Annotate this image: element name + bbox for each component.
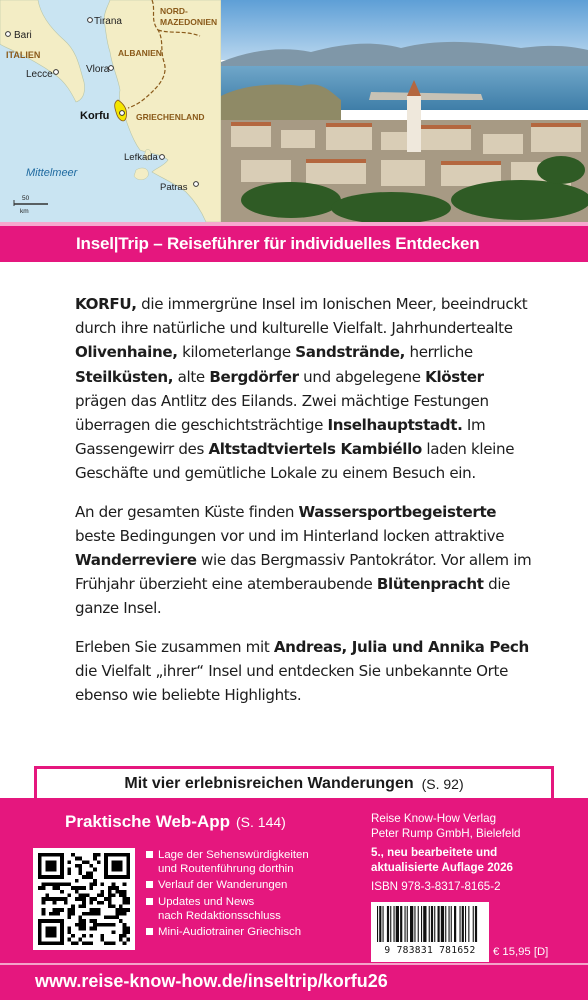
- highlight-term: KORFU,: [75, 295, 137, 313]
- barcode-digits: 9 783831 781652: [384, 945, 476, 956]
- series-tagline: – Reiseführer für individuelles Entdecken: [153, 234, 480, 253]
- series-banner: [0, 222, 588, 262]
- photo-graphic: [221, 0, 588, 222]
- highlight-term: Inselhauptstadt.: [327, 416, 463, 435]
- highlight-term: Altstadtviertels Kambiéllo: [208, 440, 422, 459]
- feature-item: [146, 925, 309, 939]
- highlight-term: Olivenhaine,: [75, 343, 178, 362]
- website-url[interactable]: www.reise-know-how.de/inseltrip/korfu26: [0, 963, 588, 1000]
- highlight-term: Steilküsten,: [75, 367, 174, 386]
- map-label-albanien: ALBANIEN: [118, 48, 162, 58]
- body-text: An der gesamten Küste finden: [75, 502, 299, 521]
- feature-text: Mini-Audiotrainer Griechisch: [158, 926, 302, 939]
- map-label-italien: ITALIEN: [6, 50, 41, 60]
- webapp-title: Praktische Web-App: [65, 812, 231, 831]
- map-label-patras: Patras: [160, 182, 188, 193]
- map-label-tirana: Tirana: [94, 16, 122, 27]
- hikes-page-ref: (S. 92): [421, 775, 464, 792]
- feature-text: nach Redaktionsschluss: [158, 909, 281, 922]
- description-paragraph-1: [75, 292, 537, 486]
- isbn: ISBN 978-3-8317-8165-2: [371, 880, 501, 893]
- highlight-term: Wassersportbegeisterte: [298, 502, 497, 521]
- map-label-nordmazedonien-2: MAZEDONIEN: [160, 17, 218, 27]
- body-text: und abgelegene: [298, 367, 426, 386]
- body-text: die Vielfalt „ihrer“ Insel und entdecken Sie unbekannte Orte ebenso wie beliebte Highlights.: [75, 661, 509, 705]
- body-text: die ganze Insel.: [75, 575, 511, 618]
- map-label-griechenland: GRIECHENLAND: [136, 112, 205, 122]
- edition-line-1: 5., neu bearbeitete und: [371, 846, 498, 859]
- map-label-vlora: Vlora: [86, 64, 110, 75]
- edition-line-2: aktualisierte Auflage 2026: [371, 860, 513, 874]
- publisher-info: [371, 812, 521, 841]
- webapp-feature-list: [146, 848, 309, 941]
- book-description: [75, 292, 537, 721]
- feature-item: [146, 848, 309, 876]
- highlight-term: Sandstrände,: [295, 343, 406, 362]
- feature-item: [146, 895, 309, 923]
- body-text: alte: [173, 367, 210, 386]
- publisher-line-1: Reise Know-How Verlag: [371, 812, 497, 825]
- body-text: die immergrüne Insel im Ionischen Meer, beeindruckt durch ihre natürliche und kulturelle Vielfalt. Jahrhundertealte: [75, 295, 528, 338]
- feature-text: Verlauf der Wanderungen: [158, 879, 288, 892]
- webapp-page-ref: (S. 144): [236, 814, 286, 830]
- price: € 15,95 [D]: [493, 946, 549, 958]
- webapp-heading: [65, 812, 286, 832]
- barcode-graphic: [371, 902, 489, 944]
- highlight-term: Klöster: [425, 367, 484, 386]
- map-label-mittelmeer: Mittelmeer: [26, 167, 78, 179]
- body-text: Erleben Sie zusammen mit: [75, 637, 274, 656]
- qr-code-graphic: [38, 853, 130, 945]
- edition-info: [371, 846, 513, 875]
- map-graphic: [0, 0, 221, 222]
- body-text: prägen das Antlitz des Eilands. Zwei mächtige Festungen überragen die geschichtsträchtige: [75, 391, 489, 435]
- location-map: [0, 0, 221, 222]
- body-text: wie das Bergmassiv Pantokrátor. Vor allem im Frühjahr überzieht eine atemberaubende: [75, 551, 532, 594]
- feature-text: Updates und News: [158, 895, 255, 908]
- map-scale-unit: km: [20, 208, 29, 215]
- qr-code[interactable]: [33, 848, 135, 950]
- hikes-highlight-box: [34, 766, 554, 798]
- map-label-nordmazedonien-1: NORD-: [160, 6, 188, 16]
- feature-text: Lage der Sehenswürdigkeiten: [158, 849, 309, 861]
- map-label-bari: Bari: [14, 30, 32, 41]
- korfu-town-photo: [221, 0, 588, 222]
- feature-item: [146, 878, 309, 892]
- feature-text: und Routenführung dorthin: [158, 863, 294, 876]
- body-text: laden kleine Geschäfte und gemütliche Lokale zu einem Besuch ein.: [75, 440, 515, 483]
- publisher-line-2: Peter Rump GmbH, Bielefeld: [371, 826, 521, 840]
- body-text: kilometerlange: [177, 343, 296, 362]
- highlight-term: Andreas, Julia und Annika Pech: [273, 637, 529, 656]
- body-text: Im Gassengewirr des: [75, 416, 486, 459]
- body-text: herrliche: [405, 343, 473, 362]
- highlight-term: Bergdörfer: [209, 367, 299, 386]
- hikes-label: Mit vier erlebnisreichen Wanderungen: [124, 774, 414, 792]
- map-label-korfu: Korfu: [80, 110, 110, 122]
- map-label-lecce: Lecce: [26, 69, 53, 80]
- map-label-lefkada: Lefkada: [124, 152, 158, 163]
- body-text: beste Bedingungen vor und im Hinterland locken attraktive: [75, 526, 505, 545]
- description-paragraph-2: [75, 500, 537, 621]
- series-brand: Insel|Trip: [76, 234, 149, 253]
- description-paragraph-3: [75, 635, 537, 708]
- highlight-term: Blütenpracht: [376, 575, 484, 594]
- map-scale-value: 50: [22, 195, 30, 202]
- highlight-term: Wanderreviere: [75, 551, 197, 570]
